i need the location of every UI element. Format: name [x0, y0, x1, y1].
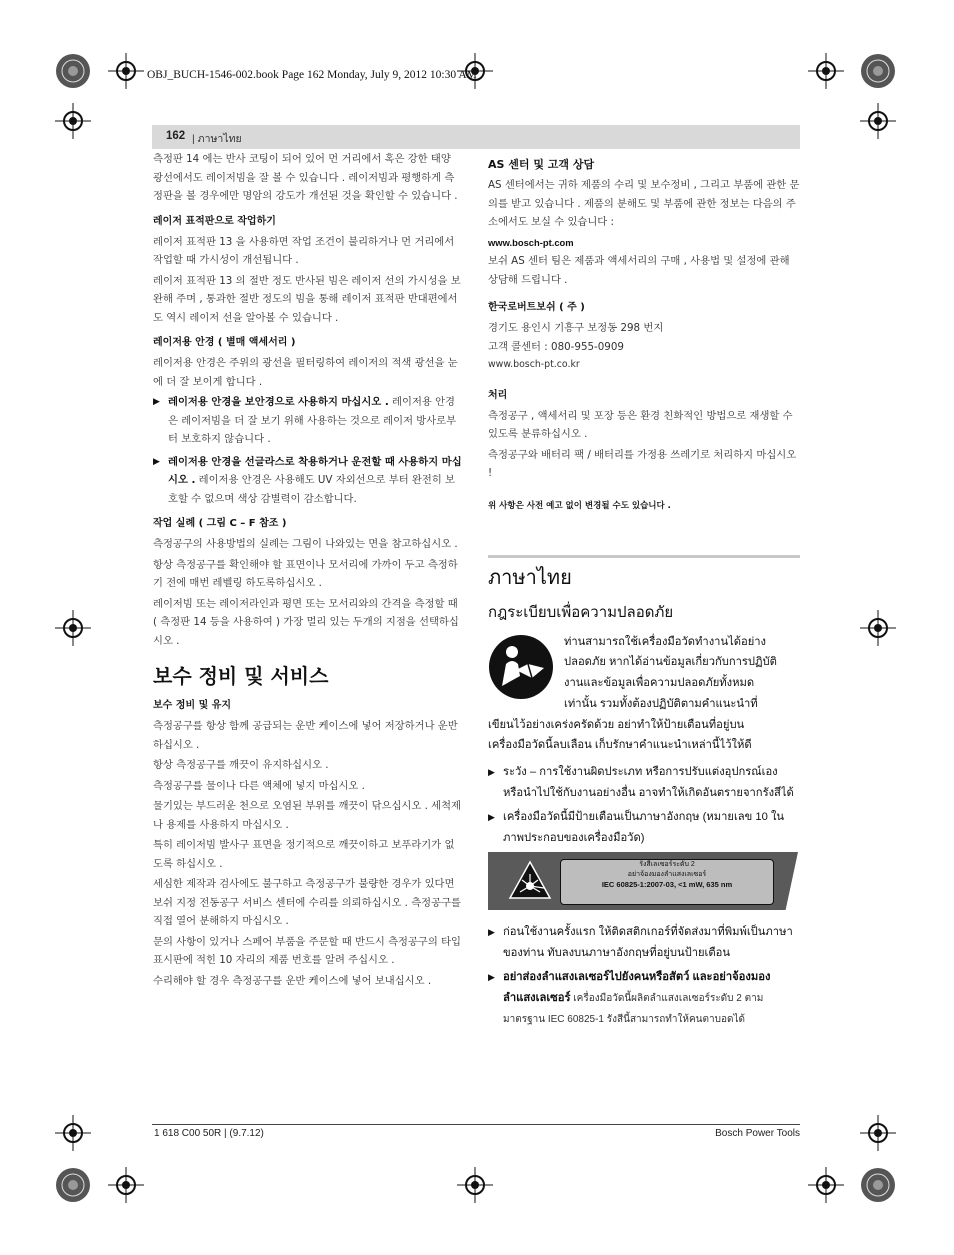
header-language	[192, 130, 242, 147]
registration-mark-lower-right	[860, 1115, 896, 1151]
label-line: รังสีเลเซอร์ระดับ 2	[639, 861, 695, 868]
triangle-bullet-icon: ▶	[488, 972, 495, 982]
paragraph: 측정공구를 물이나 다른 액체에 넣지 마십시오 .	[153, 779, 365, 792]
thai-safety-heading: กฎระเบียบเพื่อความปลอดภัย	[488, 604, 674, 621]
bullet-text: 레이저용 안경은 사용해도 UV 자외선으로 부터 완전히 보호할 수 없으며 색상 감별력이 감소합니다.	[168, 474, 455, 505]
bosch-url-link[interactable]: www.bosch-pt.com	[488, 236, 574, 248]
heading-maintenance: 보수 정비 및 유지	[153, 700, 232, 711]
intro-line: เครื่องมือวัดนี้ลบเลือน เก็บรักษาคำแนะนำเหล่านี้ไว้ให้ดี	[488, 739, 752, 751]
footer-brand: Bosch Power Tools	[715, 1128, 800, 1139]
right-column	[488, 150, 800, 1035]
intro-line: ท่านสามารถใช้เครื่องมือวัดทำงานได้อย่าง	[564, 636, 767, 648]
intro-line: เขียนไว้อย่างเคร่งครัดด้วย อย่าทำให้ป้ายเตือนที่อยู่บน	[488, 719, 745, 731]
change-notice: 위 사항은 사전 예고 없이 변경될 수도 있습니다 .	[488, 500, 671, 511]
intro-paragraph: 측정판 14 에는 반사 코팅이 되어 있어 먼 거리에서 혹은 강한 태양 광선에서도 레이저빔을 잘 볼 수 있습니다 . 레이저빔과 평행하게 측정판을 볼 경우에만 명암의 강도가 개선된 것을 확인할 수 있습니다 .	[153, 153, 458, 202]
footer-code: 1 618 C00 50R | (9.7.12)	[154, 1128, 264, 1139]
warning-bullet	[488, 807, 800, 848]
triangle-bullet-icon: ▶	[153, 397, 160, 407]
bullet-bold: 레이저용 안경을 선글라스로 착용하거나 운전할 때 사용하지 마십시오 .	[168, 455, 462, 486]
intro-line: เท่านั้น รวมทั้งต้องปฏิบัติตามคำแนะนำที่	[564, 698, 758, 710]
intro-line: งานและข้อมูลเพื่อความปลอดภัยทั้งหมด	[564, 677, 755, 689]
paragraph: 물기있는 부드러운 천으로 오염된 부위를 깨끗이 닦으십시오 . 세척제나 용제를 사용하지 마십시오 .	[153, 800, 461, 831]
laser-hazard-icon	[508, 860, 552, 907]
heading-company: 한국로버트보쉬 ( 주 )	[488, 302, 585, 313]
paragraph: 레이저 표적판 13 의 절반 정도 반사된 빔은 레이저 선의 가시성을 보완해 주며 , 통과한 절반 정도의 빔을 통해 레이저 표적판 반대편에서도 역시 레이저 선을 알아볼 수 있습니다 .	[153, 274, 461, 324]
paragraph: 보쉬 AS 센터 팀은 제품과 액세서리의 구매 , 사용법 및 설정에 관해 상담해 드립니다 .	[488, 255, 790, 286]
intro-line: ปลอดภัย หากได้อ่านข้อมูลเกี่ยวกับการปฏิบัติ	[564, 656, 777, 668]
page-number: 162	[166, 130, 186, 142]
registration-mark-top-left	[108, 53, 144, 89]
bullet-bold: อย่าส่องลำแสงเลเซอร์ไปยังคนหรือสัตว์ และอย่าจ้องมองลำแสงเลเซอร์	[503, 971, 771, 1004]
triangle-bullet-icon: ▶	[488, 767, 495, 777]
heading-service: 보수 정비 및 서비스	[153, 664, 329, 688]
page-footer	[152, 1124, 800, 1139]
paragraph: 레이저용 안경은 주위의 광선을 필터링하여 레이저의 적색 광선을 눈에 더 잘 보이게 합니다 .	[153, 357, 458, 388]
heading-disposal: 처리	[488, 389, 508, 401]
warning-bullet	[153, 393, 463, 449]
page-header	[152, 125, 800, 149]
registration-mark-lower-left	[55, 1115, 91, 1151]
paragraph: 레이저빔 또는 레이저라인과 평면 또는 모서리와의 간격을 측정할 때 ( 측정판 14 등을 사용하여 ) 가장 멀리 있는 두개의 지점을 선택하십시오 .	[153, 597, 459, 647]
label-spec: IEC 60825-1:2007-03, <1 mW, 635 nm	[601, 880, 733, 889]
bullet-text: ก่อนใช้งานครั้งแรก ให้ติดสติกเกอร์ที่จัดส่งมาที่พิมพ์เป็นภาษาของท่าน ทับลงบนภาษาอังกฤษที่อยู่บนป้ายเตือน	[503, 926, 793, 959]
label-line: อย่าจ้องมองลำแสงเลเซอร์	[627, 871, 707, 878]
paragraph: 문의 사항이 있거나 스페어 부품을 주문할 때 반드시 측정공구의 타입 표시판에 적힌 10 자리의 제품 번호를 알려 주십시오 .	[153, 935, 461, 966]
warning-bullet	[488, 922, 800, 963]
bullet-text: เครื่องมือวัดนี้มีป้ายเตือนเป็นภาษาอังกฤษ (หมายเลข 10 ในภาพประกอบของเครื่องมือวัด)	[503, 811, 785, 844]
paragraph: 측정공구와 배터리 팩 / 배터리를 가정용 쓰레기로 처리하지 마십시오 !	[488, 448, 797, 479]
registration-mark-mid-left	[55, 610, 91, 646]
registration-mark-bottom-right	[808, 1167, 844, 1203]
registration-mark-bottom-left	[108, 1167, 144, 1203]
paragraph: AS 센터에서는 귀하 제품의 수리 및 보수정비 , 그리고 부품에 관한 문의를 받고 있습니다 . 제품의 분해도 및 부품에 관한 정보는 다음의 주소에서도 보실 수 있습니다 :	[488, 179, 800, 228]
bullet-text: ระวัง – การใช้งานผิดประเภท หรือการปรับแต่งอุปกรณ์เอง หรือนำไปใช้กับงานอย่างอื่น อาจทำให้เกิดอันตรายจากรังสีได้	[503, 766, 794, 799]
paragraph: 측정공구의 사용방법의 실례는 그림이 나와있는 면을 참고하십시오 .	[153, 538, 458, 550]
color-rosette-bottom-right	[860, 1167, 896, 1203]
book-info-line: OBJ_BUCH-1546-002.book Page 162 Monday, July 9, 2012 10:30 AM	[147, 69, 477, 81]
heading-examples: 작업 실례 ( 그림 C – F 참조 )	[153, 518, 287, 529]
color-rosette-top-left	[55, 53, 91, 89]
heading-laser-glasses: 레이저용 안경 ( 별매 액세서리 )	[153, 337, 296, 348]
manual-intro-block	[488, 632, 800, 756]
phone-line: 고객 콜센터 : 080-955-0909	[488, 340, 624, 353]
thai-section-title: ภาษาไทย	[488, 567, 572, 589]
label-text-panel	[560, 859, 774, 905]
warning-bullet	[153, 453, 463, 509]
registration-mark-mid-right	[860, 610, 896, 646]
header-language-label: ภาษาไทย	[197, 133, 242, 145]
header-separator: |	[192, 133, 195, 145]
warning-bullet	[488, 967, 800, 1031]
heading-laser-target: 레이저 표적판으로 작업하기	[153, 215, 276, 227]
paragraph: 항상 측정공구를 확인해야 할 표면이나 모서리에 가까이 두고 측정하기 전에 매번 레벨링 하도록하십시오 .	[153, 558, 458, 589]
warning-bullet	[488, 762, 800, 803]
paragraph: 레이저 표적판 13 을 사용하면 작업 조건이 불리하거나 먼 거리에서 작업할 때 가시성이 개선됩니다 .	[153, 235, 455, 266]
registration-mark-upper-left	[55, 103, 91, 139]
paragraph: 측정공구 , 액세서리 및 포장 등은 환경 친화적인 방법으로 재생할 수 있도록 분류하십시오 .	[488, 409, 793, 440]
paragraph: 특히 레이저빔 발사구 표면을 정기적으로 깨끗이하고 보푸라기가 없도록 하십시오 .	[153, 839, 455, 870]
registration-mark-top-right	[808, 53, 844, 89]
paragraph: 세심한 제작과 검사에도 불구하고 측정공구가 불량한 경우가 있다면 보쉬 지정 전동공구 서비스 센터에 수리를 의뢰하십시오 . 측정공구를 직접 열어 분해하지 마십시오 .	[153, 878, 461, 927]
color-rosette-top-right	[860, 53, 896, 89]
bullet-text: เครื่องมือวัดนี้ผลิตลำแสงเลเซอร์ระดับ 2 ตามมาตรฐาน IEC 60825-1 รังสีนี้สามารถทำให้คนตาบอดได้	[503, 992, 764, 1025]
registration-mark-bottom-center	[457, 1167, 493, 1203]
website-link[interactable]: www.bosch-pt.co.kr	[488, 359, 580, 370]
bullet-text: 레이저용 안경은 레이저빔을 더 잘 보기 위해 사용하는 것으로 레이저 방사로부터 보호하지 않습니다 .	[168, 396, 457, 445]
heading-as-center: AS 센터 및 고객 상담	[488, 158, 595, 171]
bullet-bold: 레이저용 안경을 보안경으로 사용하지 마십시오 .	[168, 396, 389, 408]
section-divider	[488, 555, 800, 558]
paragraph: 측정공구를 항상 함께 공급되는 운반 케이스에 넣어 저장하거나 운반하십시오 .	[153, 720, 458, 751]
laser-warning-label	[488, 852, 800, 912]
paragraph: 수리해야 할 경우 측정공구를 운반 케이스에 넣어 보내십시오 .	[153, 974, 432, 987]
triangle-bullet-icon: ▶	[153, 456, 160, 467]
registration-mark-upper-right	[860, 103, 896, 139]
read-manual-icon	[488, 634, 554, 708]
address-line: 경기도 용인시 기흥구 보정동 298 번지	[488, 322, 664, 334]
paragraph: 항상 측정공구를 깨끗이 유지하십시오 .	[153, 759, 329, 771]
left-column	[153, 150, 463, 992]
color-rosette-bottom-left	[55, 1167, 91, 1203]
triangle-bullet-icon: ▶	[488, 927, 495, 937]
triangle-bullet-icon: ▶	[488, 812, 495, 822]
